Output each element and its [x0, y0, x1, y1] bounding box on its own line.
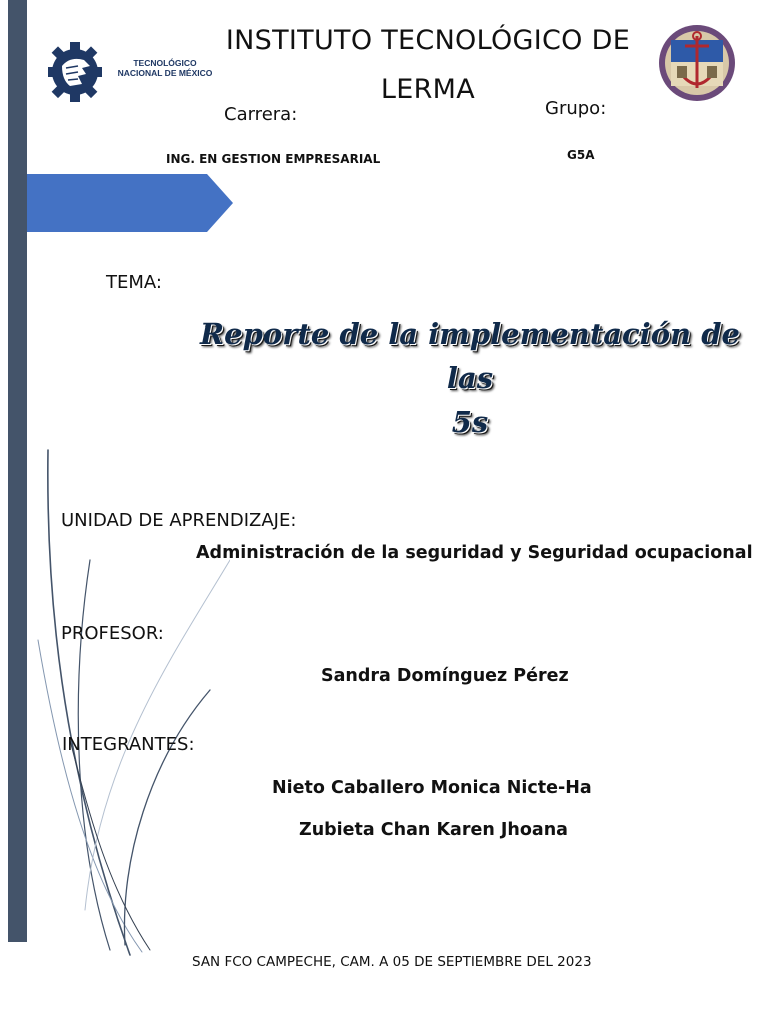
blue-arrow-banner: [27, 174, 233, 232]
unidad-value: Administración de la seguridad y Seguridad ocupacional: [196, 543, 753, 563]
tema-title-line1: Reporte de la implementación de las: [200, 317, 740, 395]
tema-label: TEMA:: [106, 272, 162, 293]
tecnm-gear-icon: [48, 36, 104, 108]
institution-title-line2: LERMA: [380, 74, 476, 105]
integrantes-label: INTEGRANTES:: [62, 734, 195, 755]
footer-date: SAN FCO CAMPECHE, CAM. A 05 DE SEPTIEMBRE DEL 2023: [192, 954, 592, 970]
grupo-label: Grupo:: [545, 98, 607, 119]
tecnm-logo: [48, 36, 218, 108]
carrera-label: Carrera:: [224, 104, 298, 125]
integrante-name: Nieto Caballero Monica Nicte-Ha: [272, 778, 592, 798]
tema-title-line2: 5s: [451, 405, 489, 439]
itl-crest-icon: [657, 22, 737, 104]
tema-title: [200, 312, 740, 444]
logo-text-line2: NACIONAL DE MÉXICO: [117, 68, 213, 78]
unidad-label: UNIDAD DE APRENDIZAJE:: [61, 510, 297, 531]
logo-text-line1: TECNOLÓGICO: [133, 58, 197, 68]
institution-title-line1: INSTITUTO TECNOLÓGICO DE: [225, 25, 631, 56]
left-sidebar-bar: [8, 0, 27, 942]
integrante-name: Zubieta Chan Karen Jhoana: [299, 820, 568, 840]
profesor-value: Sandra Domínguez Pérez: [321, 666, 569, 686]
profesor-label: PROFESOR:: [61, 623, 164, 644]
grupo-value: G5A: [567, 148, 595, 162]
carrera-value: ING. EN GESTION EMPRESARIAL: [166, 152, 381, 166]
